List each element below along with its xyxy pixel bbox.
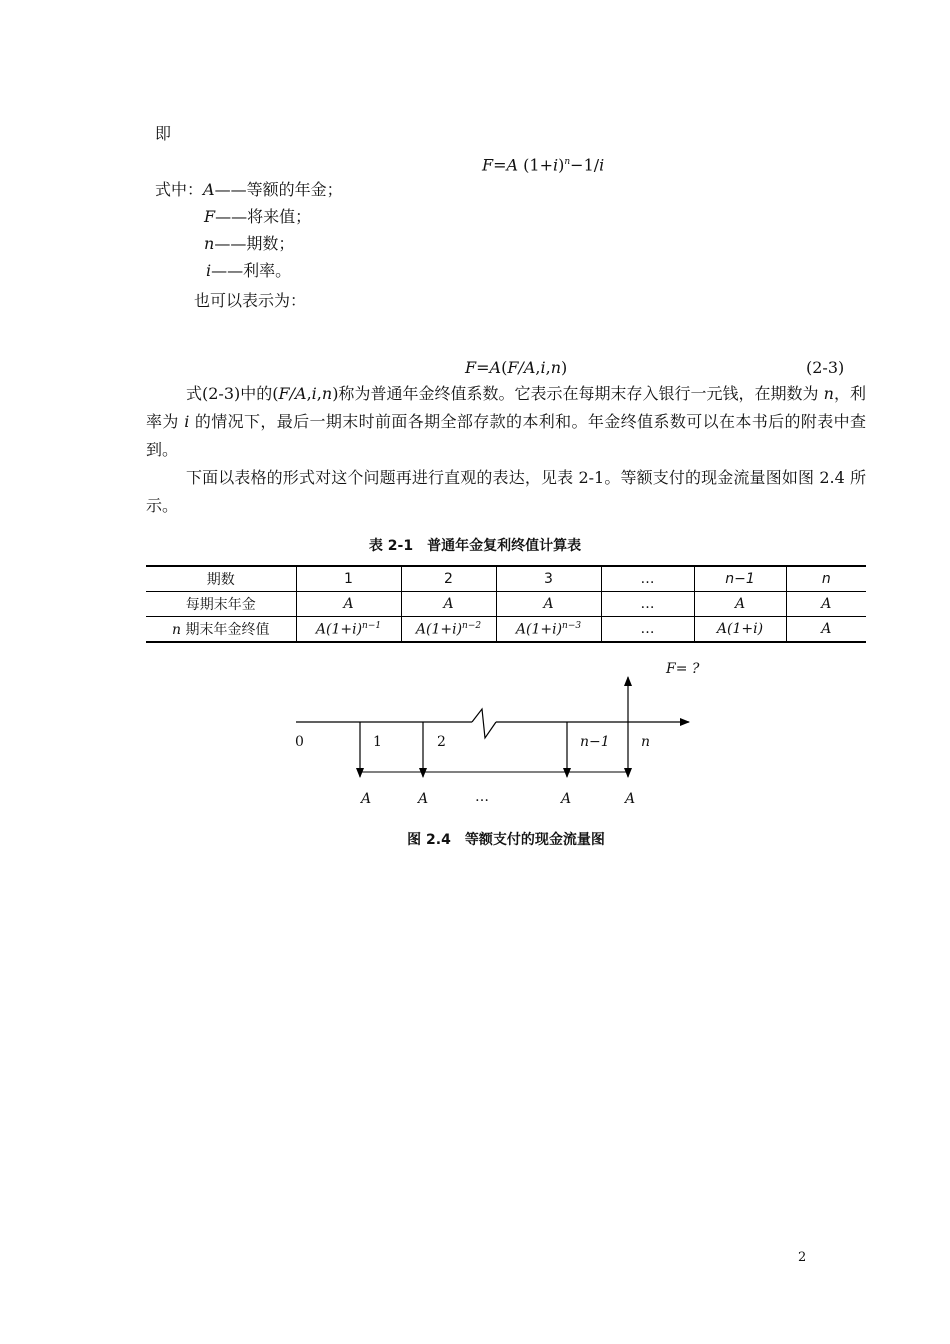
- definition-symbol: A: [203, 180, 215, 199]
- definition-desc: ——等额的年金；: [214, 180, 343, 199]
- axis-break-mark: [472, 709, 496, 738]
- equation-number: (2-3): [806, 358, 845, 377]
- formula-symbol-A: A: [506, 155, 519, 175]
- table-cell: A(1+i): [694, 617, 786, 643]
- paragraph-text: ,: [316, 384, 322, 403]
- formula-symbol-n: n: [550, 358, 561, 377]
- table-header-cell: 2: [401, 566, 496, 592]
- payment-label: A: [561, 791, 572, 807]
- table-header-cell: 3: [496, 566, 601, 592]
- paragraph-table-intro: 下面以表格的形式对这个问题再进行直观的表达，见表 2-1。等额支付的现金流量图如图 2.4 所示。: [146, 468, 866, 515]
- also-expressed-line: 也可以表示为：: [194, 291, 307, 310]
- tick-label: 2: [437, 734, 446, 750]
- definition-desc: ——将来值；: [215, 207, 312, 226]
- figure-caption: 图 2.4 等额支付的现金流量图: [407, 832, 605, 848]
- table-cell: …: [601, 617, 694, 643]
- page-number: 2: [798, 1250, 807, 1265]
- paragraph-text: )称为普通年金终值系数。它表示在每期末存入银行一元钱，在期数为: [332, 384, 824, 403]
- definition-desc: ——期数；: [214, 234, 295, 253]
- formula-symbol-FA: F/A: [507, 358, 536, 377]
- tick-label: n: [641, 734, 651, 750]
- formula-text: −1/: [570, 155, 600, 175]
- cell-exponent: n−2: [462, 620, 482, 631]
- table-cell: A: [496, 592, 601, 617]
- formula-text: ): [558, 155, 565, 175]
- future-value-label: F= ?: [666, 661, 700, 677]
- formula-text: (1+: [518, 155, 553, 175]
- table-cell: …: [601, 592, 694, 617]
- cell-exponent: n−3: [562, 620, 582, 631]
- formula-text: ): [561, 358, 568, 377]
- definition-symbol: F: [204, 207, 216, 226]
- formula-symbol-F: F: [482, 155, 494, 175]
- lead-word: 即: [155, 124, 172, 143]
- table-cell: A: [786, 617, 866, 643]
- formula-text: ,: [535, 358, 541, 377]
- tick-label: 0: [295, 734, 304, 750]
- table-header-cell: …: [601, 566, 694, 592]
- formula-symbol-i: i: [540, 358, 546, 377]
- row-label-text: 期末年金终值: [181, 622, 270, 638]
- payment-label: A: [361, 791, 372, 807]
- tick-label: 1: [373, 734, 382, 750]
- definition-symbol: i: [206, 261, 212, 280]
- payment-ellipsis: …: [475, 789, 489, 805]
- formula-symbol-i: i: [599, 155, 605, 175]
- cell-base: A(1+i): [415, 621, 463, 638]
- paragraph-symbol: i: [184, 412, 190, 431]
- payment-label: A: [418, 791, 429, 807]
- formula-symbol-F: F: [465, 358, 477, 377]
- paragraph-symbol: i: [311, 384, 317, 403]
- definition-symbol: n: [204, 234, 215, 253]
- table-cell: A: [786, 592, 866, 617]
- paragraph-text: 式(2-3)中的(: [186, 384, 279, 403]
- formula-symbol-i: i: [553, 155, 559, 175]
- table-cell: A: [401, 592, 496, 617]
- table-header-cell: n: [786, 566, 866, 592]
- row-label-symbol: n: [172, 622, 182, 638]
- paragraph-symbol: n: [823, 384, 834, 403]
- payment-label: A: [625, 791, 636, 807]
- table-header-cell: 期数: [146, 566, 296, 592]
- paragraph-symbol: n: [321, 384, 333, 403]
- table-header-cell: n−1: [694, 566, 786, 592]
- formula-exponent-n: n: [564, 157, 571, 167]
- table-row-label: 每期末年金: [146, 592, 296, 617]
- cell-base: A(1+i): [315, 621, 363, 638]
- table-caption: 表 2-1 普通年金复利终值计算表: [368, 538, 582, 554]
- paragraph-text: 的情况下，最后一期末时前面各期全部存款的本利和。年金终值系数可以在本书后的附表中查到。: [146, 412, 866, 459]
- formula-text: (: [501, 358, 508, 377]
- cell-exponent: n−1: [362, 620, 382, 631]
- tick-label: n−1: [580, 734, 610, 750]
- definition-desc: ——利率。: [211, 261, 292, 280]
- formula-text: =: [493, 155, 507, 175]
- paragraph-symbol: F/A: [278, 384, 307, 403]
- formula-text: ,: [545, 358, 551, 377]
- table-cell: A: [296, 592, 401, 617]
- cell-base: A(1+i): [515, 621, 563, 638]
- paragraph-text: ，利率为: [146, 384, 866, 431]
- table-cell: A: [694, 592, 786, 617]
- formula-text: =: [476, 358, 490, 377]
- definition-lead: 式中：: [155, 180, 204, 199]
- table-header-cell: 1: [296, 566, 401, 592]
- formula-symbol-A: A: [489, 358, 502, 377]
- paragraph-text: ,: [306, 384, 312, 403]
